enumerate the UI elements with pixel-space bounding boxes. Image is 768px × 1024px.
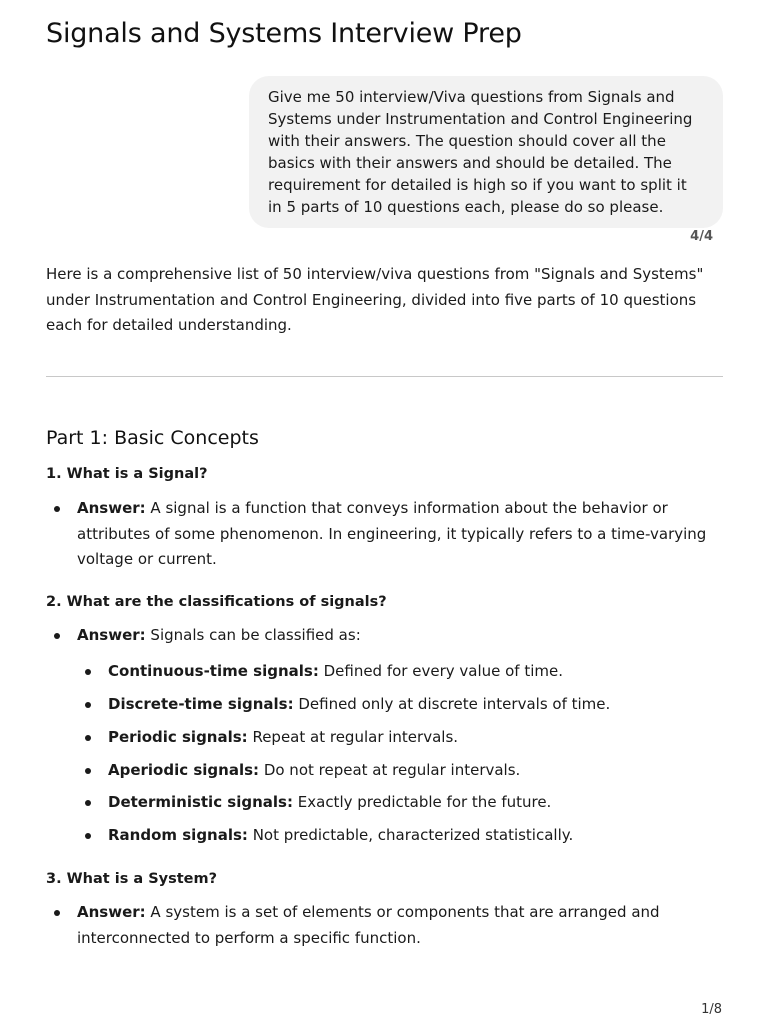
classification-item xyxy=(108,692,723,718)
item-text: Exactly predictable for the future. xyxy=(293,793,552,811)
part1-heading: Part 1: Basic Concepts xyxy=(46,427,259,449)
intro-paragraph: Here is a comprehensive list of 50 interview/viva questions from "Signals and Systems" under Instrumentation and Control Engineering, divided into five parts of 10 questions each for detailed understanding. xyxy=(46,265,704,334)
page-title: Signals and Systems Interview Prep xyxy=(46,18,522,49)
question-1: 1. What is a Signal? xyxy=(46,466,208,482)
question-3: 3. What is a System? xyxy=(46,871,218,887)
answer-label: Answer: xyxy=(77,903,146,921)
answer-text: Signals can be classified as: xyxy=(145,626,361,644)
answer-label: Answer: xyxy=(77,499,146,517)
classification-item xyxy=(108,725,723,751)
item-label: Discrete-time signals: xyxy=(108,695,294,713)
answer-1 xyxy=(77,496,723,573)
answer-2 xyxy=(77,623,723,649)
item-label: Continuous-time signals: xyxy=(108,662,319,680)
answer-3 xyxy=(77,900,723,951)
item-label: Periodic signals: xyxy=(108,728,248,746)
item-text: Repeat at regular intervals. xyxy=(247,728,459,746)
item-label: Deterministic signals: xyxy=(108,793,293,811)
answer-text: A system is a set of elements or components that are arranged and interconnected to perform a specific function. xyxy=(77,903,660,947)
user-message-bubble: Give me 50 interview/Viva questions from Signals and Systems under Instrumentation and Control Engineering with their answers. The question should cover all the basics with their answers and should be detailed. The requirement for detailed is high so if you want to split it in 5 parts of 10 questions each, please do so please. xyxy=(249,76,723,228)
classification-item xyxy=(108,823,723,849)
page-number: 1/8 xyxy=(701,1002,722,1017)
answer-text: A signal is a function that conveys information about the behavior or attributes of some phenomenon. In engineering, it typically refers to a time-varying voltage or current. xyxy=(77,499,707,568)
question-2: 2. What are the classifications of signals? xyxy=(46,594,387,610)
classification-item xyxy=(108,790,723,816)
response-counter: 4/4 xyxy=(690,229,713,244)
section-divider xyxy=(46,376,723,377)
item-text: Defined only at discrete intervals of time. xyxy=(293,695,611,713)
answer-label: Answer: xyxy=(77,626,146,644)
item-label: Random signals: xyxy=(108,826,248,844)
item-text: Do not repeat at regular intervals. xyxy=(259,761,521,779)
classification-item xyxy=(108,758,723,784)
classification-item xyxy=(108,659,723,685)
item-label: Aperiodic signals: xyxy=(108,761,260,779)
item-text: Defined for every value of time. xyxy=(318,662,564,680)
item-text: Not predictable, characterized statistically. xyxy=(247,826,574,844)
